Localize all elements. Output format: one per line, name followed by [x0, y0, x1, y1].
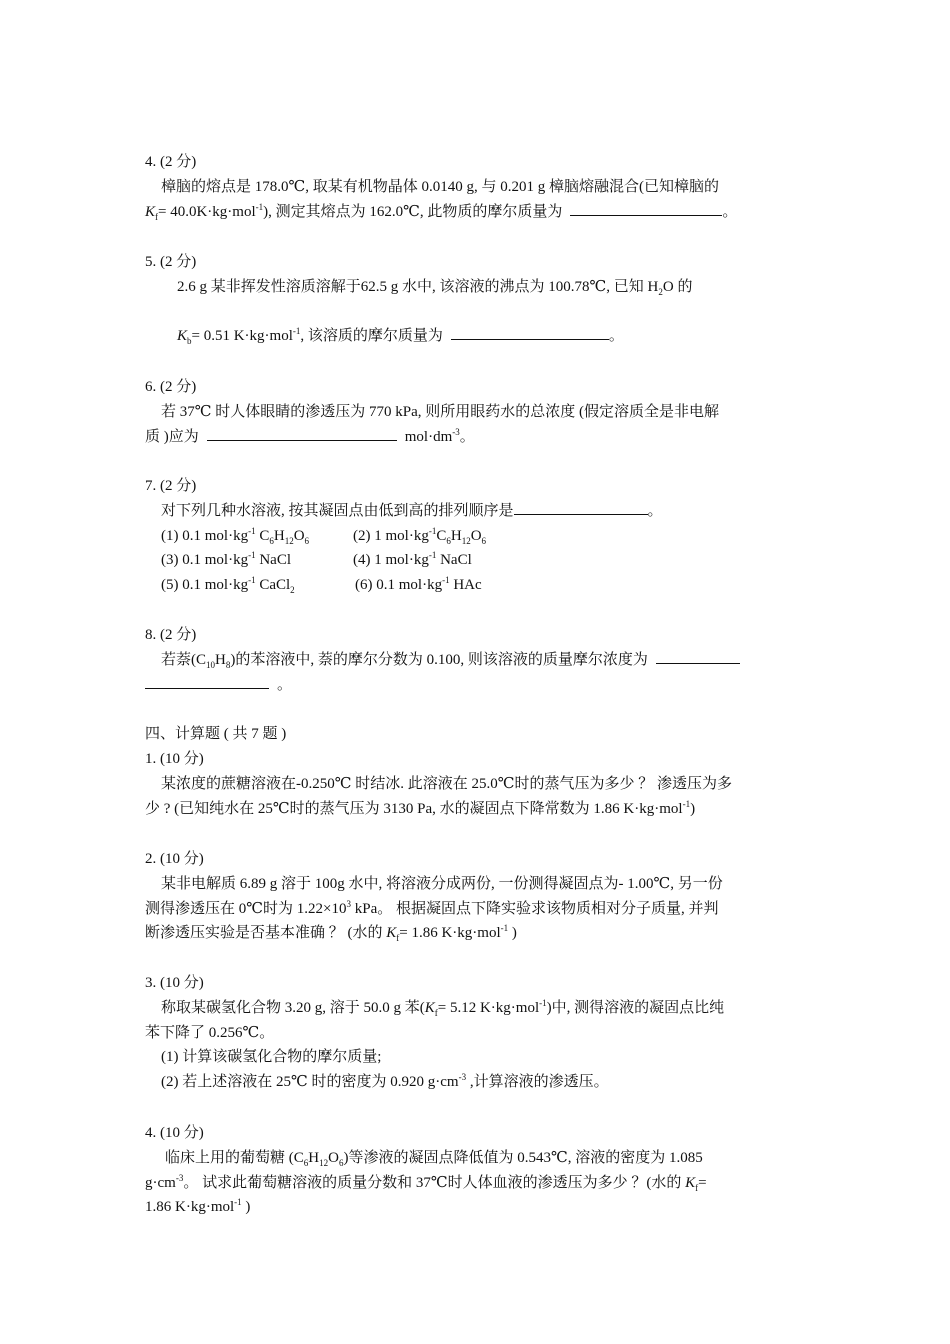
sub-question-1: (1) 计算该碳氢化合物的摩尔质量; [161, 1049, 382, 1066]
option-row [145, 548, 807, 573]
question-header: 2. (10 分) [145, 851, 204, 867]
question-text: 质 )应为 $mol\cdot dm^{-3}$。 [145, 426, 475, 445]
question-text: 若萘$(C_{10}H_8)$的苯溶液中, 萘的摩尔分数为 0.100, 则该溶液的质量摩尔浓度为 [145, 648, 807, 673]
question-text: 某浓度的蔗糖溶液在-0.250℃ 时结冰. 此溶液在 25.0℃时的蒸气压为多少 ？ 渗透压为多 [161, 775, 733, 792]
question-header: 4. (2 分) [145, 154, 197, 170]
option-1: (1) 0.1 $mol\cdot kg^{-1}$ $C_6H_{12}O_6$ [161, 525, 310, 546]
question-5 [145, 250, 807, 349]
question-header: 4. (10 分) [145, 1125, 204, 1141]
option-row [145, 524, 807, 549]
question-text: 某非电解质 6.89 g 溶于 100g 水中, 将溶液分成两份, 一份测得凝固点为- 1.00℃, 另一份 [161, 875, 723, 892]
question-text: 临床上用的葡萄糖 $(C_6H_{12}O_6)$等渗液的凝固点降低值为 0.543℃, 溶液的密度为 1.085 [165, 1149, 703, 1168]
question-8 [145, 623, 807, 697]
option-6: (6) 0.1 $mol\cdot kg^{-1}$ HAc [355, 575, 482, 594]
answer-blank[interactable] [570, 201, 722, 216]
sub-question-2: (2) 若上述溶液在 25℃ 时的密度为 0.920 $g\cdot cm^{-3}$ ,计算溶液的渗透压。 [161, 1072, 609, 1091]
answer-blank-continued[interactable] [145, 674, 269, 689]
option-2: (2) 1 $mol\cdot kg^{-1}C_6H_{12}O_6$ [353, 525, 487, 546]
option-5: (5) 0.1 $mol\cdot kg^{-1}$ CaCl$_2$ [161, 575, 295, 596]
question-6 [145, 375, 807, 449]
answer-blank[interactable] [656, 649, 740, 664]
question-text: $K_f= 40.0K\cdot kg\cdot mol^{-1}$), 测定其熔点为 162.0℃, 此物质的摩尔质量为 。 [145, 201, 738, 222]
option-row [145, 573, 807, 598]
question-7 [145, 474, 807, 598]
calc-question-3 [145, 971, 807, 1095]
question-text: $K_b= 0.51$ K·kg·mol$^{-1}$, 该溶质的摩尔质量为 。 [177, 326, 624, 347]
option-3: (3) 0.1 $mol\cdot kg^{-1}$ NaCl [161, 550, 291, 569]
option-4: (4) 1 $mol\cdot kg^{-1}$ NaCl [353, 550, 472, 569]
question-header: 1. (10 分) [145, 751, 204, 767]
question-text: 断渗透压实验是否基本准确 ？ (水的 $K_f= 1.86$ K·kg·mol$^{-1}$ ) [145, 923, 517, 944]
question-header: 6. (2 分) [145, 379, 197, 395]
question-text: 。 [145, 673, 807, 698]
answer-blank[interactable] [514, 500, 648, 515]
question-text: 2.6 g 某非挥发性溶质溶解于62.5 g 水中, 该溶液的沸点为 100.78℃, 已知 $H_2O$ 的 [177, 278, 693, 297]
question-header: 7. (2 分) [145, 478, 197, 494]
question-text: 对下列几种水溶液, 按其凝固点由低到高的排列顺序是 。 [145, 499, 807, 524]
calc-question-2 [145, 847, 807, 946]
question-text: 苯下降了 0.256℃。 [145, 1024, 275, 1041]
question-text: 称取某碳氢化合物 3.20 g, 溶于 50.0 g 苯($K_f= 5.12$ K·kg·mol$^{-1}$)中, 测得溶液的凝固点比纯 [161, 997, 725, 1018]
question-text: $g\cdot cm^{-3}$。 试求此葡萄糖溶液的质量分数和 37℃时人体血液的渗透压为多少 ？(水的 $K_f=$ [145, 1172, 707, 1193]
question-text: 1.86 K·kg·mol$^{-1}$ ) [145, 1197, 251, 1216]
question-text: 测得渗透压在 0℃时为 $1.22\times 10^3$ kPa。 根据凝固点下降实验求该物质相对分子质量, 并判 [145, 898, 719, 917]
question-header: 8. (2 分) [145, 627, 197, 643]
question-4 [145, 150, 807, 224]
question-text: 少 ? (已知纯水在 25℃时的蒸气压为 3130 Pa, 水的凝固点下降常数为 1.86 K·kg·mol$^{-1}$) [145, 798, 696, 817]
question-header: 5. (2 分) [145, 254, 197, 270]
answer-blank[interactable] [207, 426, 397, 441]
question-text: 若 37℃ 时人体眼睛的渗透压为 770 kPa, 则所用眼药水的总浓度 (假定溶质全是非电解 [161, 403, 720, 420]
answer-blank[interactable] [451, 325, 609, 340]
calc-question-1 [145, 747, 807, 821]
calc-question-4 [145, 1121, 807, 1220]
question-text: 樟脑的熔点是 178.0℃, 取某有机物晶体 0.0140 g, 与 0.201 g 樟脑熔融混合(已知樟脑的 [161, 178, 720, 195]
section-title: 四、计算题 ( 共 7 题 ) [145, 726, 287, 742]
question-header: 3. (10 分) [145, 975, 204, 991]
